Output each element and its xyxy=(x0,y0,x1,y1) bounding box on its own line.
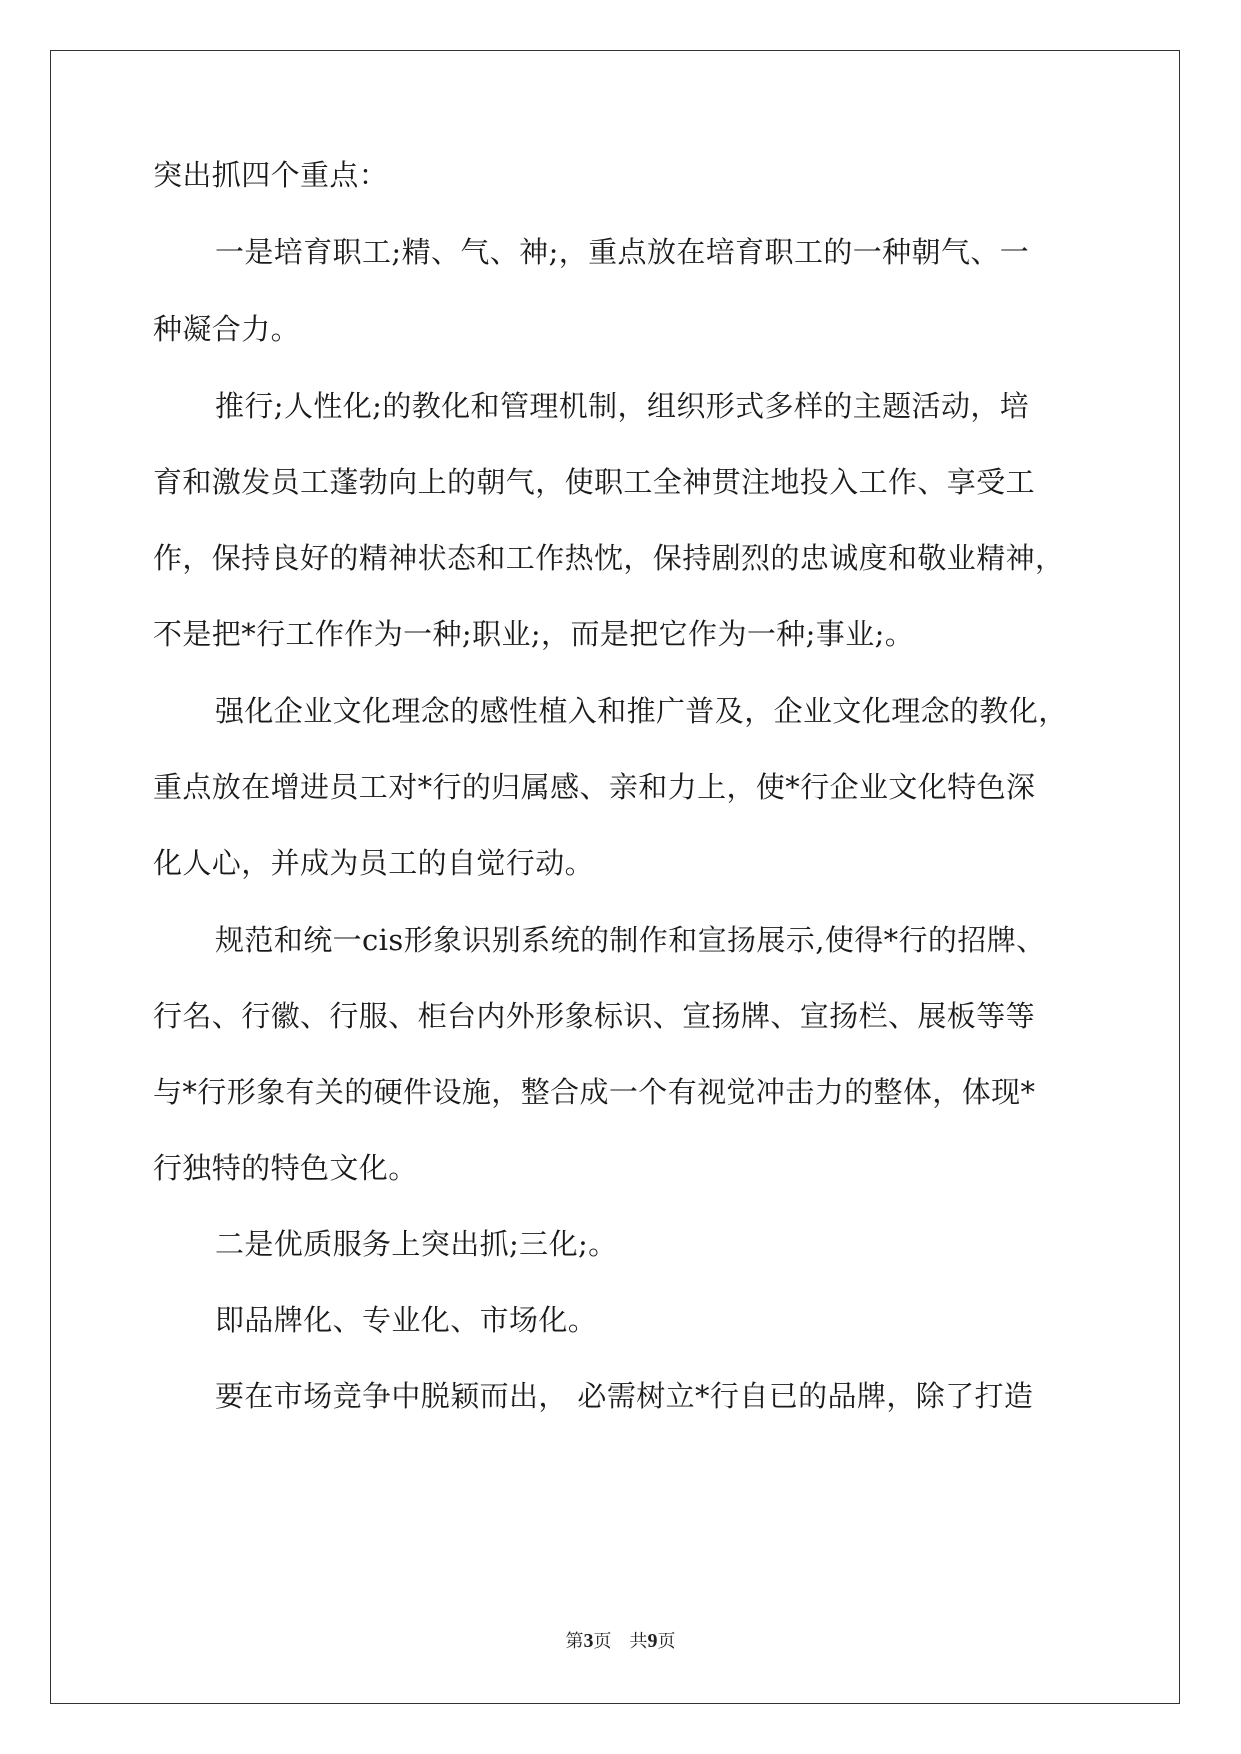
text-line: 即品牌化、专业化、市场化。 xyxy=(215,1303,598,1337)
text-line: 作，保持良好的精神状态和工作热忱，保持剧烈的忠诚度和敬业精神， xyxy=(153,541,1065,575)
footer-mid: 页 共 xyxy=(593,1631,648,1652)
page-footer xyxy=(0,1627,1241,1653)
text-line: 行独特的特色文化。 xyxy=(153,1151,418,1185)
text-line: 育和激发员工蓬勃向上的朝气，使职工全神贯注地投入工作、享受工 xyxy=(153,465,1036,499)
text-line: 种凝合力。 xyxy=(153,312,301,346)
current-page-number: 3 xyxy=(583,1630,594,1652)
text-line: 强化企业文化理念的感性植入和推广普及，企业文化理念的教化， xyxy=(215,694,1068,728)
footer-prefix: 第 xyxy=(565,1631,584,1652)
text-line: 突出抓四个重点： xyxy=(153,158,389,192)
text-line: 重点放在增进员工对*行的归属感、亲和力上，使*行企业文化特色深 xyxy=(153,770,1036,804)
text-line: 规范和统一cis形象识别系统的制作和宣扬展示,使得*行的招牌、 xyxy=(215,923,1046,957)
footer-suffix: 页 xyxy=(657,1631,676,1652)
text-line: 与*行形象有关的硬件设施，整合成一个有视觉冲击力的整体，体现* xyxy=(153,1075,1036,1109)
text-line: 一是培育职工;精、气、神;，重点放在培育职工的一种朝气、一 xyxy=(215,235,1030,269)
text-line: 化人心，并成为员工的自觉行动。 xyxy=(153,846,595,880)
text-line: 要在市场竞争中脱颖而出， 必需树立*行自已的品牌，除了打造 xyxy=(215,1379,1034,1413)
text-line: 推行;人性化;的教化和管理机制，组织形式多样的主题活动，培 xyxy=(215,389,1030,423)
text-line: 二是优质服务上突出抓;三化;。 xyxy=(215,1227,618,1261)
total-page-count: 9 xyxy=(647,1630,658,1652)
text-line: 不是把*行工作作为一种;职业;，而是把它作为一种;事业;。 xyxy=(153,617,915,651)
text-line: 行名、行徽、行服、柜台内外形象标识、宣扬牌、宣扬栏、展板等等 xyxy=(153,999,1036,1033)
